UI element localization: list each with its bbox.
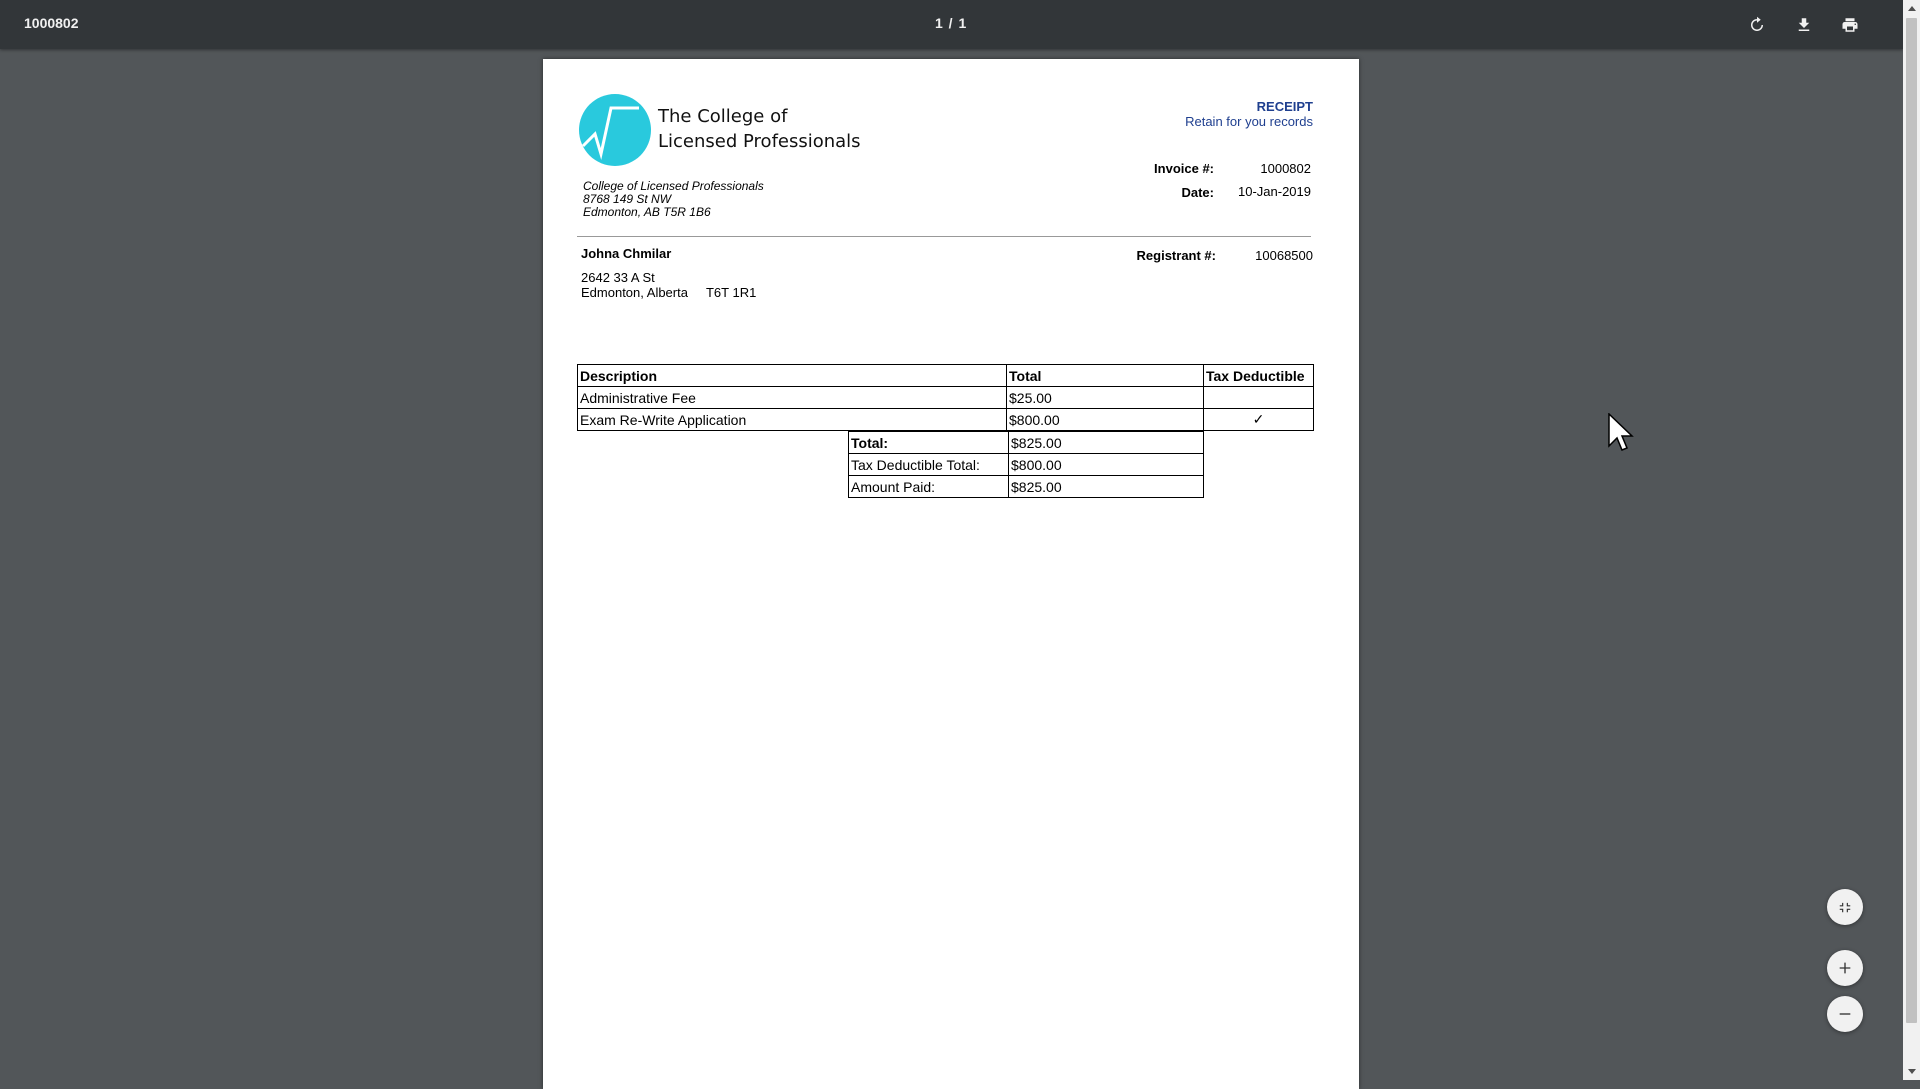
zoom-out-icon bbox=[1837, 1006, 1853, 1022]
amount-paid-label: Amount Paid: bbox=[849, 476, 1009, 498]
row-total: $25.00 bbox=[1007, 387, 1204, 409]
rotate-button[interactable] bbox=[1744, 12, 1770, 38]
zoom-in-icon bbox=[1837, 960, 1853, 976]
pdf-toolbar bbox=[0, 0, 1903, 49]
header-divider bbox=[577, 236, 1311, 237]
table-row bbox=[578, 409, 1314, 431]
row-total: $800.00 bbox=[1007, 409, 1204, 431]
address-line2: 8768 149 St NW bbox=[583, 192, 672, 206]
registrant-value: 10068500 bbox=[1255, 248, 1313, 263]
row-description: Administrative Fee bbox=[578, 387, 1007, 409]
print-button[interactable] bbox=[1837, 12, 1863, 38]
table-row bbox=[578, 387, 1314, 409]
tax-deductible-total-label: Tax Deductible Total: bbox=[849, 454, 1009, 476]
download-icon bbox=[1795, 16, 1813, 34]
row-tax-deductible bbox=[1204, 387, 1314, 409]
rotate-icon bbox=[1748, 16, 1766, 34]
zoom-out-button[interactable] bbox=[1827, 996, 1863, 1032]
print-icon bbox=[1841, 16, 1859, 34]
totals-table bbox=[848, 431, 1204, 498]
address-line3: Edmonton, AB T5R 1B6 bbox=[583, 205, 711, 219]
scroll-up-button[interactable] bbox=[1903, 0, 1920, 17]
date-label: Date: bbox=[1181, 185, 1214, 200]
org-name-line2: Licensed Professionals bbox=[658, 131, 861, 152]
college-logo-icon bbox=[579, 94, 651, 166]
customer-postal: T6T 1R1 bbox=[705, 285, 757, 300]
customer-name: Johna Chmilar bbox=[581, 246, 672, 261]
organization-address bbox=[583, 180, 764, 219]
organization-name bbox=[658, 104, 861, 154]
page-indicator: 1 / 1 bbox=[935, 15, 968, 31]
customer-city-line bbox=[581, 285, 756, 300]
customer-street: 2642 33 A St bbox=[581, 270, 655, 285]
invoice-value: 1000802 bbox=[1260, 161, 1311, 176]
total-value: $825.00 bbox=[1009, 432, 1204, 454]
line-items-table bbox=[577, 364, 1314, 431]
arrow-down-icon bbox=[1908, 1069, 1916, 1074]
fit-to-page-icon bbox=[1838, 900, 1852, 914]
invoice-label: Invoice #: bbox=[1154, 161, 1214, 176]
totals-row bbox=[849, 476, 1204, 498]
header-description: Description bbox=[578, 365, 1007, 387]
mouse-cursor-icon bbox=[1608, 413, 1634, 453]
customer-city: Edmonton, Alberta bbox=[581, 285, 688, 300]
document-title: 1000802 bbox=[24, 15, 79, 31]
org-name-line1: The College of bbox=[658, 106, 788, 127]
pdf-page bbox=[543, 59, 1359, 1089]
amount-paid-value: $825.00 bbox=[1009, 476, 1204, 498]
scroll-down-button[interactable] bbox=[1903, 1063, 1920, 1080]
header-tax-deductible: Tax Deductible bbox=[1204, 365, 1314, 387]
total-label: Total: bbox=[849, 432, 1009, 454]
receipt-subtitle: Retain for you records bbox=[1185, 114, 1313, 129]
zoom-in-button[interactable] bbox=[1827, 950, 1863, 986]
table-header-row bbox=[578, 365, 1314, 387]
tax-deductible-total-value: $800.00 bbox=[1009, 454, 1204, 476]
registrant-label: Registrant #: bbox=[1136, 248, 1216, 263]
fit-to-page-button[interactable] bbox=[1827, 889, 1863, 925]
header-total: Total bbox=[1007, 365, 1204, 387]
date-value: 10-Jan-2019 bbox=[1238, 184, 1311, 199]
row-description: Exam Re-Write Application bbox=[578, 409, 1007, 431]
customer-address bbox=[581, 270, 756, 300]
totals-row bbox=[849, 454, 1204, 476]
row-tax-deductible: ✓ bbox=[1204, 409, 1314, 431]
totals-row bbox=[849, 432, 1204, 454]
download-button[interactable] bbox=[1791, 12, 1817, 38]
address-line1: College of Licensed Professionals bbox=[583, 179, 764, 193]
arrow-up-icon bbox=[1908, 6, 1916, 11]
scrollbar-thumb[interactable] bbox=[1906, 18, 1917, 1023]
vertical-scrollbar[interactable] bbox=[1903, 0, 1920, 1080]
receipt-title: RECEIPT bbox=[1256, 99, 1313, 114]
